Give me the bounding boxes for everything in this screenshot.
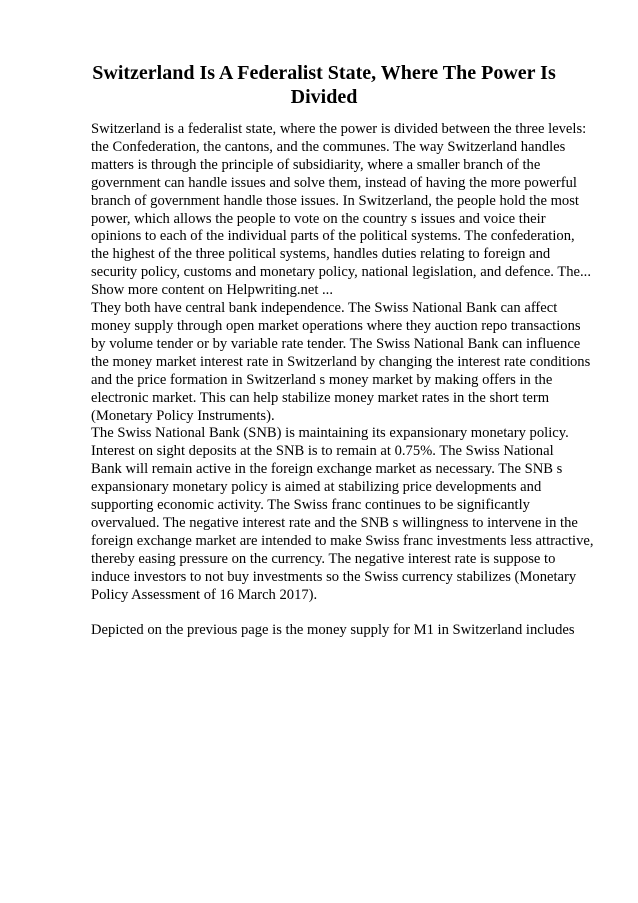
paragraph-spacer xyxy=(91,604,601,622)
text-line: government can handle issues and solve them, instead of having the more powerful xyxy=(91,174,577,191)
text-line: the money market interest rate in Switzerland by changing the interest rate conditions xyxy=(91,353,591,370)
text-line: by volume tender or by variable rate tender. The Swiss National Bank can influence xyxy=(91,335,581,352)
page-title xyxy=(70,61,578,109)
text-line: and the price formation in Switzerland s money market by making offers in the xyxy=(91,371,553,388)
text-line: foreign exchange market are intended to make Swiss franc investments less attractive, xyxy=(91,532,594,549)
text-line: Switzerland is a federalist state, where the power is divided between the three levels: xyxy=(91,121,587,137)
text-line: power, which allows the people to vote on the country s issues and voice their xyxy=(91,210,546,227)
paragraph-federalism xyxy=(91,121,601,300)
text-line: overvalued. The negative interest rate and the SNB s willingness to intervene in the xyxy=(91,514,578,531)
text-line: matters is through the principle of subsidiarity, where a smaller branch of the xyxy=(91,156,541,173)
text-line: expansionary monetary policy is aimed at stabilizing price developments and xyxy=(91,479,542,496)
title-line: Switzerland Is A Federalist State, Where The Power Is xyxy=(92,62,556,84)
text-line: Depicted on the previous page is the money supply for M1 in Switzerland includes xyxy=(91,622,575,639)
text-line: Interest on sight deposits at the SNB is to remain at 0.75%. The Swiss National xyxy=(91,443,554,460)
paragraph-money-supply xyxy=(91,622,601,640)
text-line: opinions to each of the individual parts of the political systems. The confederation, xyxy=(91,228,575,245)
text-line: Bank will remain active in the foreign exchange market as necessary. The SNB s xyxy=(91,461,563,478)
paragraph-central-bank xyxy=(91,300,601,425)
text-line: They both have central bank independence. The Swiss National Bank can affect xyxy=(91,300,558,317)
text-line: money supply through open market operations where they auction repo transactions xyxy=(91,317,581,334)
paragraph-snb-policy xyxy=(91,425,601,604)
text-line: induce investors to not buy investments so the Swiss currency stabilizes (Monetary xyxy=(91,568,577,585)
text-line: the Confederation, the cantons, and the communes. The way Switzerland handles xyxy=(91,138,566,155)
title-line: Divided xyxy=(290,86,358,108)
text-line: branch of government handle those issues. In Switzerland, the people hold the most xyxy=(91,192,579,209)
text-line: (Monetary Policy Instruments). xyxy=(91,407,275,424)
text-line: security policy, customs and monetary policy, national legislation, and defence. The... xyxy=(91,264,591,281)
body-text xyxy=(91,121,601,640)
text-line: Policy Assessment of 16 March 2017). xyxy=(91,586,318,603)
show-more-line: Show more content on Helpwriting.net ... xyxy=(91,282,333,299)
text-line: The Swiss National Bank (SNB) is maintaining its expansionary monetary policy. xyxy=(91,425,569,442)
text-line: supporting economic activity. The Swiss franc continues to be significantly xyxy=(91,497,530,514)
text-line: thereby easing pressure on the currency. The negative interest rate is suppose to xyxy=(91,550,556,567)
text-line: electronic market. This can help stabilize money market rates in the short term xyxy=(91,389,550,406)
text-line: the highest of the three political systems, handles duties relating to foreign and xyxy=(91,246,551,263)
